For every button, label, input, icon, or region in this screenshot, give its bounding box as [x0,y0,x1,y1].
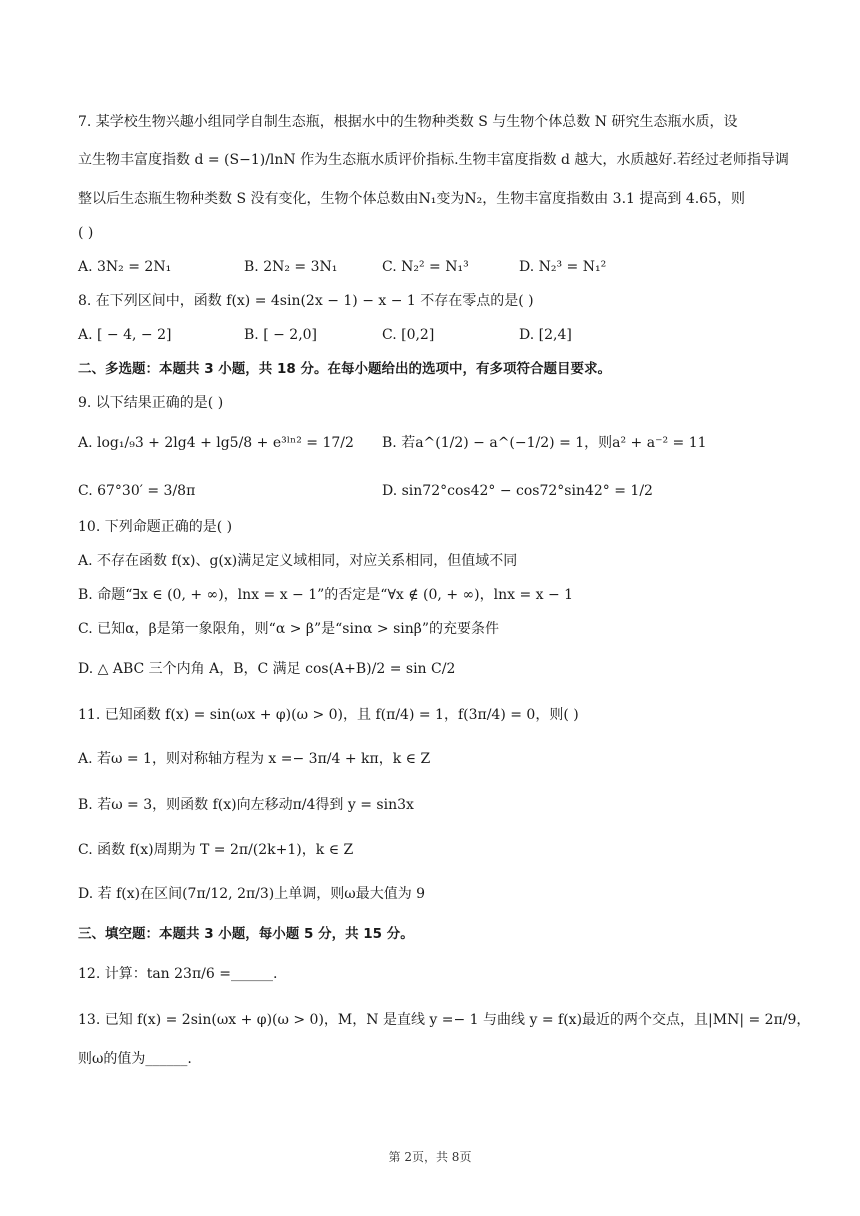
section-fill-in-heading: 三、填空题：本题共 3 小题，每小题 5 分，共 15 分。 [78,926,414,942]
q8-option-a: A. [ − 4, − 2] [78,327,172,343]
q10-option-a: A. 不存在函数 f(x)、g(x)满足定义域相同，对应关系相同，但值域不同 [78,553,518,569]
q9-option-a: A. log₁/₉3 + 2lg4 + lg5/8 + e³ˡⁿ² = 17/2 [78,435,354,451]
q13-line1: 13. 已知 f(x) = 2sin(ωx + φ)(ω > 0)，M，N 是直线 y =− 1 与曲线 y = f(x)最近的两个交点，且|MN| = 2π/9， [78,1012,811,1028]
q13-line2: 则ω的值为______. [78,1051,192,1067]
q7-line2: 立生物丰富度指数 d = (S−1)/lnN 作为生态瓶水质评价指标.生物丰富度指数 d 越大，水质越好.若经过老师指导调 [78,152,789,168]
q9-stem: 9. 以下结果正确的是( ) [78,395,224,411]
q8-option-c: C. [0,2] [382,327,435,343]
q8-option-d: D. [2,4] [519,327,572,343]
q7-line1: 7. 某学校生物兴趣小组同学自制生态瓶，根据水中的生物种类数 S 与生物个体总数 N 研究生态瓶水质，设 [78,114,738,130]
q7-option-d: D. N₂³ = N₁² [519,259,607,275]
q11-stem: 11. 已知函数 f(x) = sin(ωx + φ)(ω > 0)，且 f(π/4) = 1，f(3π/4) = 0，则( ) [78,707,579,723]
q8-option-b: B. [ − 2,0] [244,327,318,343]
q7-option-a: A. 3N₂ = 2N₁ [78,259,172,275]
q12-stem: 12. 计算：tan 23π/6 =______. [78,966,278,982]
q9-option-b: B. 若a^(1/2) − a^(−1/2) = 1，则a² + a⁻² = 11 [382,435,707,451]
q7-option-b: B. 2N₂ = 3N₁ [244,259,338,275]
q11-option-a: A. 若ω = 1，则对称轴方程为 x =− 3π/4 + kπ，k ∈ Z [78,751,431,767]
q8-stem: 8. 在下列区间中，函数 f(x) = 4sin(2x − 1) − x − 1 不存在零点的是( ) [78,293,534,309]
q10-stem: 10. 下列命题正确的是( ) [78,519,233,535]
q11-option-d: D. 若 f(x)在区间(7π/12, 2π/3)上单调，则ω最大值为 9 [78,886,426,902]
q11-option-b: B. 若ω = 3，则函数 f(x)向左移动π/4得到 y = sin3x [78,797,414,813]
q10-option-c: C. 已知α，β是第一象限角，则“α > β”是“sinα > sinβ”的充要条件 [78,621,500,637]
q9-option-d: D. sin72°cos42° − cos72°sin42° = 1/2 [382,483,653,499]
q9-option-c: C. 67°30′ = 3/8π [78,483,196,499]
page-number-footer: 第 2页，共 8页 [388,1150,472,1164]
q7-option-c: C. N₂² = N₁³ [382,259,469,275]
q7-line4: ( ) [78,225,94,241]
q7-line3: 整以后生态瓶生物种类数 S 没有变化，生物个体总数由N₁变为N₂，生物丰富度指数由 3.1 提高到 4.65，则 [78,191,746,207]
q10-option-d: D. △ ABC 三个内角 A，B，C 满足 cos(A+B)/2 = sin C/2 [78,661,456,677]
q11-option-c: C. 函数 f(x)周期为 T = 2π/(2k+1)，k ∈ Z [78,842,354,858]
section-multiple-choice-heading: 二、多选题：本题共 3 小题，共 18 分。在每小题给出的选项中，有多项符合题目要求。 [78,361,611,377]
q10-option-b: B. 命题“∃x ∈ (0, + ∞)，lnx = x − 1”的否定是“∀x ∉ (0, + ∞)，lnx = x − 1 [78,587,574,603]
